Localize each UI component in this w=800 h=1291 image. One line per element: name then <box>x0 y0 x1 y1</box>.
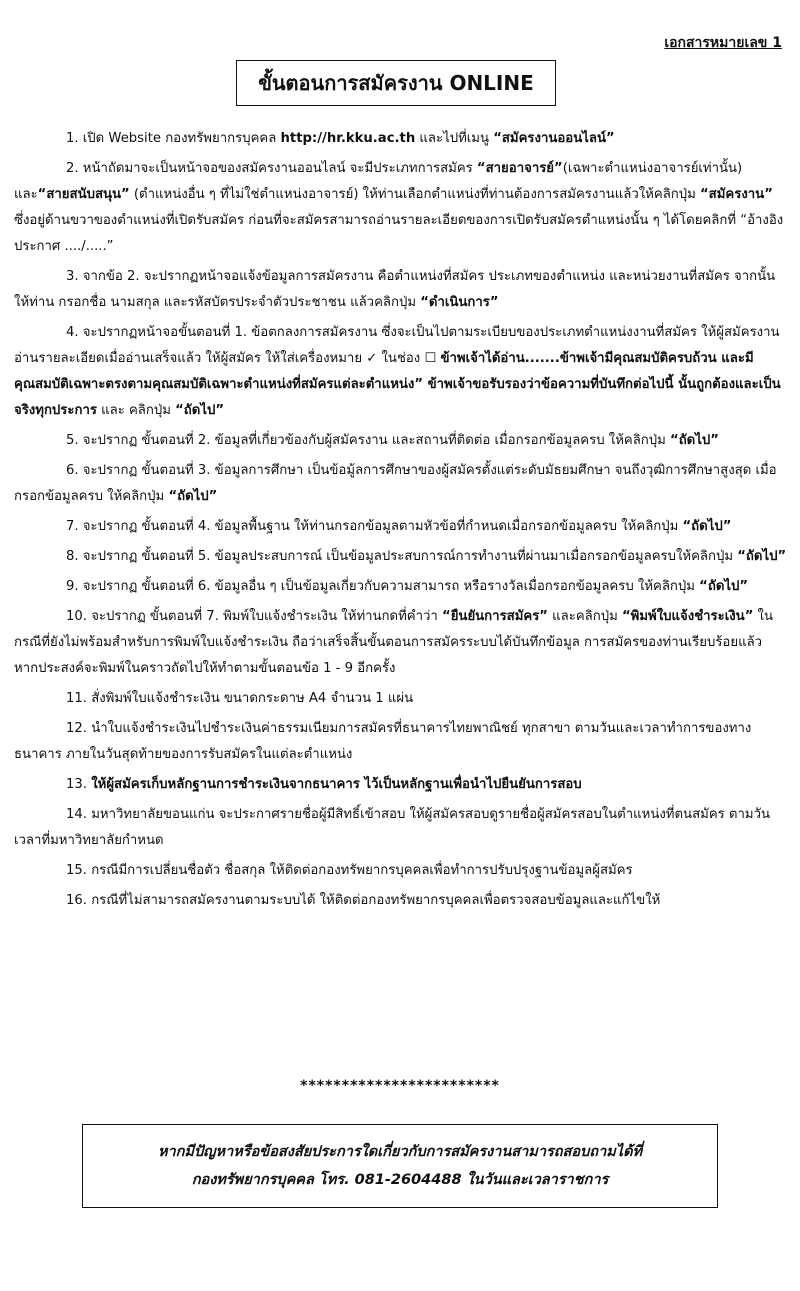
step-text: จากข้อ 2. จะปรากฏหน้าจอแจ้งข้อมูลการสมัครงาน คือตำแหน่งที่สมัคร ประเภทของตำแหน่ง และหน่วยงานที่สมัคร จากนั้นให้ท่าน กรอกชื่อ นามสกุล และรหัสบัตรประจำตัวประชาชน แล้วคลิกปุ่ม <box>14 269 776 310</box>
step-text: (เฉพาะตำแหน่งอาจารย์เท่านั้น) และ <box>14 161 743 202</box>
steps-list <box>14 126 790 918</box>
step-text: จะปรากฏ ขั้นตอนที่ 7. พิมพ์ใบแจ้งชำระเงิน ให้ท่านกดที่คำว่า <box>91 609 443 624</box>
contact-line-2: กองทรัพยากรบุคคล โทร. 081-2604488 ในวันและเวลาราชการ <box>191 1172 609 1188</box>
step-text: จะปรากฏ ขั้นตอนที่ 5. ข้อมูลประสบการณ์ เป็นข้อมูลประสบการณ์การทำงานที่ผ่านมาเมื่อกรอกข้อมูลครบให้คลิกปุ่ม <box>82 549 738 564</box>
document-number: เอกสารหมายเลข 1 <box>664 35 782 51</box>
step-text: จะปรากฏ ขั้นตอนที่ 6. ข้อมูลอื่น ๆ เป็นข้อมูลเกี่ยวกับความสามารถ หรือรางวัลเมื่อกรอกข้อมูลครบ ให้คลิกปุ่ม <box>82 579 700 594</box>
step-text-bold: “ถัดไป” <box>175 403 225 418</box>
step-item <box>14 156 790 260</box>
step-item <box>14 126 790 152</box>
step-text-bold: “ถัดไป” <box>670 433 719 448</box>
step-text: นำใบแจ้งชำระเงินไปชำระเงินค่าธรรมเนียมการสมัครที่ธนาคารไทยพาณิชย์ ทุกสาขา ตามวันและเวลาทำการของทางธนาคาร ภายในวันสุดท้ายของการรับสมัครในแต่ละตำแหน่ง <box>14 721 752 762</box>
step-text: และไปที่เมนู <box>415 131 494 146</box>
step-number: 13. <box>66 777 87 792</box>
step-text-bold: “พิมพ์ใบแจ้งชำระเงิน” <box>621 609 754 624</box>
step-item <box>14 320 790 424</box>
step-text: และ คลิกปุ่ม <box>96 403 176 418</box>
step-item <box>14 458 790 510</box>
step-item <box>14 772 790 798</box>
step-text: กรณีมีการเปลี่ยนชื่อตัว ชื่อสกุล ให้ติดต่อกองทรัพยากรบุคคลเพื่อทำการปรับปรุงฐานข้อมูลผู้สมัคร <box>91 863 633 878</box>
step-text-bold: “ดำเนินการ” <box>420 295 499 310</box>
step-item <box>14 604 790 682</box>
step-number: 1. <box>66 131 79 146</box>
step-text: จะปรากฏหน้าจอขั้นตอนที่ 1. ข้อตกลงการสมัครงาน ซึ่งจะเป็นไปตามระเบียบของประเภทตำแหน่งงานที่สมัคร ให้ผู้สมัครงานอ่านรายละเอียดเมื่ออ่านเสร็จแล้ว ให้ผู้สมัคร ให้ใส่เครื่องหมาย ✓ ในช่อง ☐ <box>14 325 780 366</box>
step-text-bold: “สมัครงาน” <box>700 187 773 202</box>
step-number: 14. <box>66 807 87 822</box>
step-text: และคลิกปุ่ม <box>547 609 622 624</box>
step-number: 16. <box>66 893 87 908</box>
step-text: เปิด Website กองทรัพยากรบุคคล <box>82 131 281 146</box>
step-item <box>14 716 790 768</box>
separator-stars: ************************ <box>300 1078 500 1094</box>
step-text-bold: “ยืนยันการสมัคร” <box>442 609 548 624</box>
step-text-bold: “ถัดไป” <box>682 519 732 534</box>
contact-box <box>82 1124 718 1208</box>
step-text: สั่งพิมพ์ใบแจ้งชำระเงิน ขนาดกระดาษ A4 จำนวน 1 แผ่น <box>91 691 414 706</box>
step-text: ซึ่งอยู่ด้านขวาของตำแหน่งที่เปิดรับสมัคร ก่อนที่จะสมัครสามารถอ่านรายละเอียดของการเปิดรับสมัครตำแหน่งนั้น ๆ ได้โดยคลิกที่ “อ้างอิงประกาศ ..../.....” <box>14 213 784 254</box>
step-number: 2. <box>66 161 79 176</box>
step-item <box>14 574 790 600</box>
step-item <box>14 686 790 712</box>
step-number: 15. <box>66 863 87 878</box>
step-item <box>14 428 790 454</box>
step-text-bold: “ถัดไป” <box>168 489 218 504</box>
step-number: 7. <box>66 519 79 534</box>
step-item <box>14 514 790 540</box>
step-item <box>14 802 790 854</box>
step-number: 10. <box>66 609 87 624</box>
step-text-bold: “สายสนับสนุน” <box>37 187 130 202</box>
step-text-bold: ให้ผู้สมัครเก็บหลักฐานการชำระเงินจากธนาคาร ไว้เป็นหลักฐานเพื่อนำไปยืนยันการสอบ <box>91 777 582 792</box>
step-item <box>14 888 790 914</box>
step-item <box>14 544 790 570</box>
step-text-bold: “สายอาจารย์” <box>476 161 563 176</box>
step-number: 11. <box>66 691 87 706</box>
step-text: มหาวิทยาลัยขอนแก่น จะประกาศรายชื่อผู้มีสิทธิ์เข้าสอบ ให้ผู้สมัครสอบดูรายชื่อผู้สมัครสอบในตำแหน่งที่ตนสมัคร ตามวันเวลาที่มหาวิทยาลัยกำหนด <box>14 807 770 848</box>
step-number: 3. <box>66 269 79 284</box>
step-text-bold: “ถัดไป” <box>699 579 749 594</box>
step-number: 5. <box>66 433 79 448</box>
step-text: ในกรณีที่ยังไม่พร้อมสำหรับการพิมพ์ใบแจ้งชำระเงิน ถือว่าเสร็จสิ้นขั้นตอนการสมัครระบบได้บันทึกข้อมูล การสมัครของท่านเรียบร้อยแล้ว หากประสงค์จะพิมพ์ในคราวถัดไปให้ทำตามขั้นตอนข้อ 1 - 9 อีกครั้ง <box>14 609 774 676</box>
step-text: (ตำแหน่งอื่น ๆ ที่ไม่ใช่ตำแหน่งอาจารย์) ให้ท่านเลือกตำแหน่งที่ท่านต้องการสมัครงานแล้วให้คลิกปุ่ม <box>129 187 701 202</box>
step-number: 6. <box>66 463 79 478</box>
step-text-bold: “สมัครงานออนไลน์” <box>493 131 615 146</box>
step-text: กรณีที่ไม่สามารถสมัครงานตามระบบได้ ให้ติดต่อกองทรัพยากรบุคคลเพื่อตรวจสอบข้อมูลและแก้ไขให้ <box>91 893 661 908</box>
step-item <box>14 264 790 316</box>
step-text: จะปรากฏ ขั้นตอนที่ 3. ข้อมูลการศึกษา เป็นข้อมู้ลการศึกษาของผู้สมัครตั้งแต่ระดับมัธยมศึกษา จนถึงวุฒิการศึกษาสูงสุด เมื่อกรอกข้อมูลครบ ให้คลิกปุ่ม <box>14 463 777 504</box>
step-number: 12. <box>66 721 87 736</box>
step-text-bold: “ถัดไป” <box>737 549 787 564</box>
page-title: ขั้นตอนการสมัครงาน ONLINE <box>236 60 556 106</box>
step-item <box>14 858 790 884</box>
step-text-bold: ข้าพเจ้าได้อ่าน.......ข้าพเจ้ามีคุณสมบัติครบถ้วน และมีคุณสมบัติเฉพาะตรงตามคุณสมบัติเฉพาะตำแหน่งที่สมัครแต่ละตำแหน่ง” ข้าพเจ้าขอรับรองว่าข้อความที่บันทึกต่อไปนี้ นั้นถูกต้องและเป็นจริงทุกประการ <box>14 351 781 418</box>
step-text: จะปรากฏ ขั้นตอนที่ 2. ข้อมูลที่เกี่ยวข้องกับผู้สมัครงาน และสถานที่ติดต่อ เมื่อกรอกข้อมูลครบ ให้คลิกปุ่ม <box>82 433 671 448</box>
step-text: หน้าถัดมาจะเป็นหน้าจอของสมัครงานออนไลน์ จะมีประเภทการสมัคร <box>82 161 477 176</box>
step-number: 8. <box>66 549 79 564</box>
step-number: 9. <box>66 579 79 594</box>
contact-line-1: หากมีปัญหาหรือข้อสงสัยประการใดเกี่ยวกับการสมัครงานสามารถสอบถามได้ที่ <box>157 1144 643 1160</box>
step-text-bold: http://hr.kku.ac.th <box>280 131 416 146</box>
step-text: จะปรากฏ ขั้นตอนที่ 4. ข้อมูลพื้นฐาน ให้ท่านกรอกข้อมูลตามหัวข้อที่กำหนดเมื่อกรอกข้อมูลครบ ให้คลิกปุ่ม <box>82 519 683 534</box>
step-number: 4. <box>66 325 79 340</box>
